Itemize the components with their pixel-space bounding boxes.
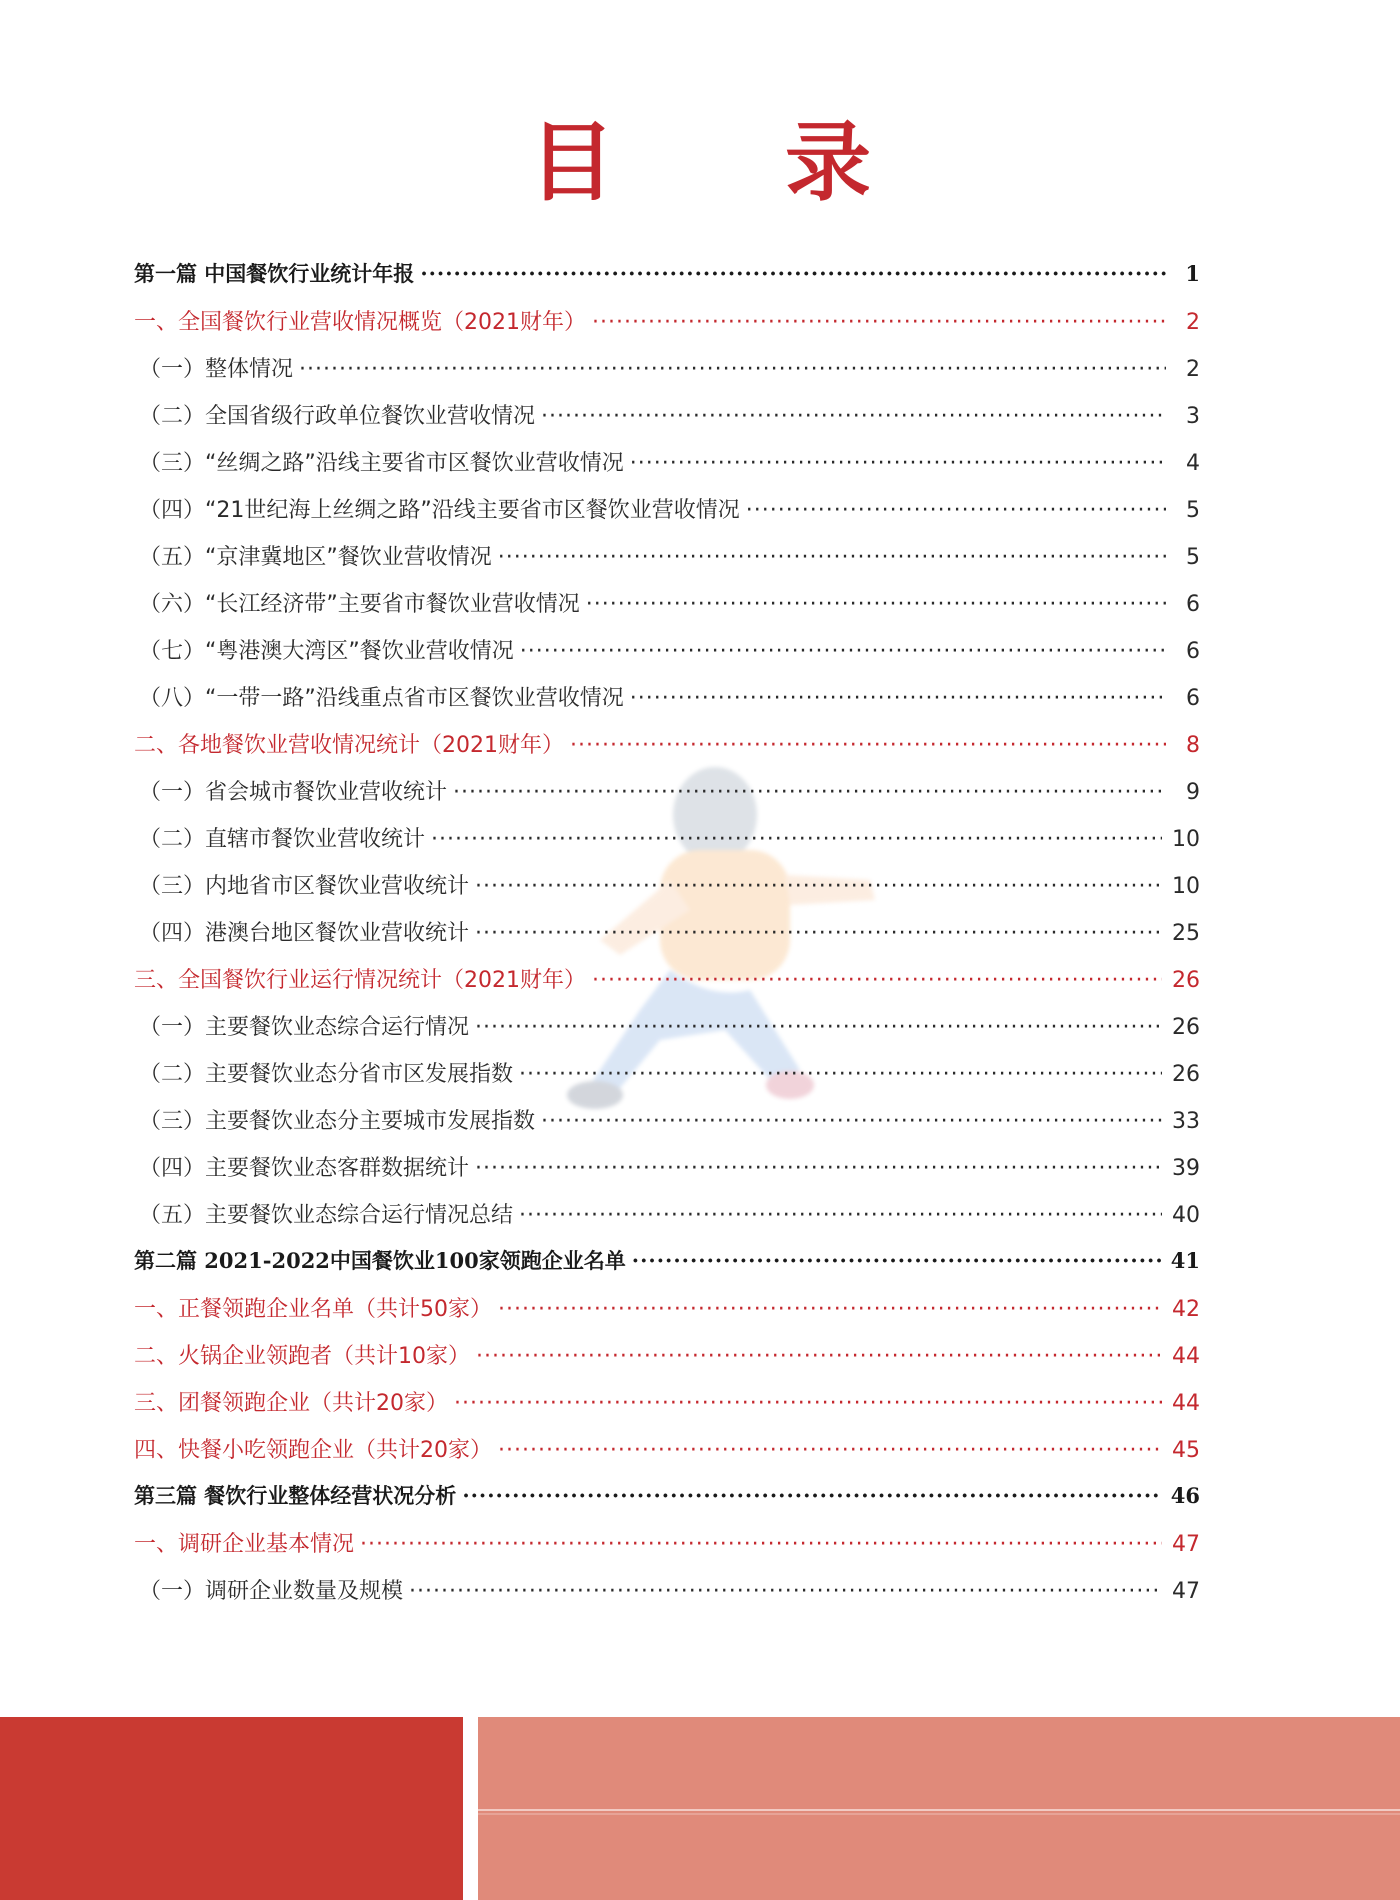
toc-entry-page-number: 6 [1186,686,1200,711]
toc-entry-label: （七）“粤港澳大湾区”餐饮业营收情况 [139,639,514,664]
page-title: 目 录 [529,113,941,213]
toc-entry-label: （三）“丝绸之路”沿线主要省市区餐饮业营收情况 [139,451,624,476]
toc-leader-dots [520,639,1166,664]
toc-entry-page-number: 44 [1172,1344,1200,1369]
toc-entry-sub[interactable] [134,1198,1200,1245]
toc-entry-label: （四）主要餐饮业态客群数据统计 [139,1156,470,1181]
toc-entry-label: （三）内地省市区餐饮业营收统计 [139,874,470,899]
toc-entry-label: 一、全国餐饮行业营收情况概览（2021财年） [134,310,586,335]
toc-leader-dots [420,261,1166,286]
toc-entry-page-number: 26 [1172,968,1200,993]
toc-entry-page-number: 6 [1186,592,1200,617]
toc-entry-sub[interactable] [134,1104,1200,1151]
toc-entry-section[interactable] [134,1527,1200,1574]
toc-entry-label: （五）主要餐饮业态综合运行情况总结 [139,1203,514,1228]
toc-entry-part[interactable] [134,1245,1200,1292]
toc-leader-dots [519,1062,1162,1087]
toc-entry-page-number: 39 [1172,1156,1200,1181]
toc-leader-dots [475,921,1162,946]
toc-entry-sub[interactable] [134,634,1200,681]
toc-leader-dots [498,1438,1162,1463]
toc-leader-dots [299,357,1166,382]
toc-entry-section[interactable] [134,1386,1200,1433]
toc-entry-page-number: 4 [1186,451,1200,476]
toc-entry-sub[interactable] [134,587,1200,634]
toc-entry-part[interactable] [134,1480,1200,1527]
toc-leader-dots [475,1015,1162,1040]
toc-entry-page-number: 10 [1172,874,1200,899]
toc-entry-page-number: 5 [1186,545,1200,570]
toc-entry-sub[interactable] [134,916,1200,963]
toc-leader-dots [746,498,1166,523]
toc-entry-page-number: 47 [1172,1532,1200,1557]
toc-entry-sub[interactable] [134,446,1200,493]
footer-red-block [0,1717,463,1900]
toc-leader-dots [475,1156,1162,1181]
toc-entry-label: 三、全国餐饮行业运行情况统计（2021财年） [134,968,586,993]
toc-leader-dots [454,1391,1162,1416]
toc-entry-label: 四、快餐小吃领跑企业（共计20家） [134,1438,492,1463]
toc-leader-dots [541,404,1166,429]
toc-entry-label: 三、团餐领跑企业（共计20家） [134,1391,448,1416]
toc-entry-sub[interactable] [134,822,1200,869]
toc-entry-label: （五）“京津冀地区”餐饮业营收情况 [139,545,492,570]
toc-entry-label: （一）整体情况 [139,357,294,382]
toc-entry-section[interactable] [134,1339,1200,1386]
toc-entry-label: 二、火锅企业领跑者（共计10家） [134,1344,470,1369]
toc-entry-page-number: 47 [1172,1579,1200,1604]
toc-leader-dots [592,310,1166,335]
toc-entry-page-number: 5 [1186,498,1200,523]
toc-entry-page-number: 44 [1172,1391,1200,1416]
toc-entry-label: （四）港澳台地区餐饮业营收统计 [139,921,470,946]
toc-leader-dots [453,780,1166,805]
toc-leader-dots [409,1579,1162,1604]
toc-entry-page-number: 33 [1172,1109,1200,1134]
toc-leader-dots [586,592,1166,617]
toc-entry-page-number: 1 [1185,261,1200,286]
toc-entry-sub[interactable] [134,869,1200,916]
toc-entry-section[interactable] [134,963,1200,1010]
toc-entry-page-number: 40 [1172,1203,1200,1228]
toc-entry-label: （八）“一带一路”沿线重点省市区餐饮业营收情况 [139,686,624,711]
toc-entry-label: （四）“21世纪海上丝绸之路”沿线主要省市区餐饮业营收情况 [139,498,740,523]
toc-entry-section[interactable] [134,1433,1200,1480]
toc-entry-page-number: 46 [1170,1483,1200,1508]
toc-entry-label: （二）直辖市餐饮业营收统计 [139,827,426,852]
toc-leader-dots [570,733,1166,758]
toc-entry-sub[interactable] [134,1574,1200,1621]
toc-leader-dots [630,451,1166,476]
toc-entry-section[interactable] [134,1292,1200,1339]
toc-leader-dots [475,874,1162,899]
toc-entry-section[interactable] [134,305,1200,352]
toc-entry-page-number: 10 [1172,827,1200,852]
toc-entry-page-number: 6 [1186,639,1200,664]
toc-leader-dots [462,1483,1160,1508]
toc-leader-dots [519,1203,1162,1228]
toc-entry-label: 第三篇 餐饮行业整体经营状况分析 [134,1483,457,1508]
toc-entry-label: 第一篇 中国餐饮行业统计年报 [134,261,415,286]
toc-entry-page-number: 8 [1186,733,1200,758]
toc-entry-sub[interactable] [134,493,1200,540]
toc-entry-page-number: 41 [1170,1248,1200,1273]
toc-entry-page-number: 45 [1172,1438,1200,1463]
toc-entry-sub[interactable] [134,352,1200,399]
toc-entry-label: （一）主要餐饮业态综合运行情况 [139,1015,470,1040]
toc-entry-sub[interactable] [134,775,1200,822]
toc-entry-sub[interactable] [134,681,1200,728]
toc-entry-sub[interactable] [134,540,1200,587]
toc-entry-sub[interactable] [134,1151,1200,1198]
toc-entry-label: 一、调研企业基本情况 [134,1532,355,1557]
footer-photo-block [478,1717,1400,1900]
toc-entry-page-number: 26 [1172,1062,1200,1087]
toc-leader-dots [592,968,1162,993]
toc-leader-dots [476,1344,1162,1369]
toc-leader-dots [360,1532,1162,1557]
toc-entry-page-number: 9 [1186,780,1200,805]
toc-entry-label: （二）主要餐饮业态分省市区发展指数 [139,1062,514,1087]
toc-leader-dots [431,827,1162,852]
toc-entry-page-number: 26 [1172,1015,1200,1040]
toc-entry-part[interactable] [134,258,1200,305]
toc-entry-page-number: 25 [1172,921,1200,946]
toc-leader-dots [498,1297,1162,1322]
toc-entry-label: （一）调研企业数量及规模 [139,1579,404,1604]
toc-leader-dots [498,545,1166,570]
table-of-contents [134,258,1200,1621]
toc-entry-label: （六）“长江经济带”主要省市餐饮业营收情况 [139,592,580,617]
toc-entry-label: （三）主要餐饮业态分主要城市发展指数 [139,1109,536,1134]
toc-entry-page-number: 2 [1186,310,1200,335]
toc-leader-dots [541,1109,1162,1134]
toc-leader-dots [632,1248,1161,1273]
toc-entry-section[interactable] [134,728,1200,775]
toc-entry-label: 第二篇 2021-2022中国餐饮业100家领跑企业名单 [134,1248,626,1273]
toc-entry-page-number: 2 [1186,357,1200,382]
toc-entry-page-number: 42 [1172,1297,1200,1322]
toc-entry-sub[interactable] [134,1010,1200,1057]
toc-entry-sub[interactable] [134,1057,1200,1104]
toc-entry-label: 一、正餐领跑企业名单（共计50家） [134,1297,492,1322]
toc-entry-sub[interactable] [134,399,1200,446]
toc-leader-dots [630,686,1166,711]
toc-entry-page-number: 3 [1186,404,1200,429]
toc-entry-label: （一）省会城市餐饮业营收统计 [139,780,448,805]
toc-entry-label: 二、各地餐饮业营收情况统计（2021财年） [134,733,564,758]
toc-entry-label: （二）全国省级行政单位餐饮业营收情况 [139,404,536,429]
